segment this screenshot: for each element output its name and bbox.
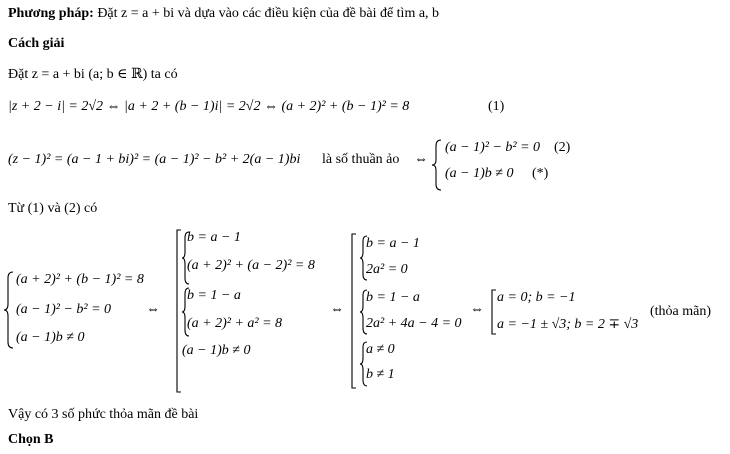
curly-brace-system1: [4, 272, 13, 348]
solution-label: Cách giải: [8, 36, 65, 51]
system4-row1: a = 0; b = −1: [497, 290, 576, 305]
system3-row4: 2a² + 4a − 4 = 0: [366, 316, 462, 331]
system3-row3: b = 1 − a: [366, 290, 420, 305]
method-text: Đặt z = a + bi và dựa vào các điều kiện của đề bài để tìm a, b: [97, 6, 440, 21]
condition-2: (a − 1)² − b² = 0: [445, 140, 541, 155]
system2-row5: (a − 1)b ≠ 0: [182, 343, 251, 358]
equivalence-arrow: ⇔: [146, 302, 160, 317]
square-bracket-system2: [177, 230, 181, 392]
pure-imaginary-text: là số thuần ảo: [322, 152, 400, 167]
line-set-z: Đặt z = a + bi (a; b ∈ ℝ) ta có: [8, 67, 178, 82]
conclusion-text: Vậy có 3 số phức thỏa mãn đề bài: [8, 407, 199, 422]
system3-row1: b = a − 1: [366, 236, 420, 251]
method-line: [8, 6, 439, 22]
system3-row6: b ≠ 1: [366, 367, 395, 382]
equivalence-arrow: ⇔: [470, 302, 484, 317]
system3-row5: a ≠ 0: [366, 342, 395, 357]
method-label: Phương pháp:: [8, 6, 94, 21]
system1-row1: (a + 2)² + (b − 1)² = 8: [16, 272, 144, 287]
system2-row4: (a + 2)² + a² = 8: [187, 316, 283, 331]
system2-row3: b = 1 − a: [187, 288, 241, 303]
system2-row1: b = a − 1: [187, 230, 241, 245]
square-bracket-system4: [492, 290, 496, 334]
satisfied-note: (thỏa mãn): [650, 304, 712, 319]
equation-tag-1: (1): [488, 99, 505, 114]
line-modulus-equation: |z + 2 − i| = 2√2 ⇔ |a + 2 + (b − 1)i| = 2√2 ⇔ (a + 2)² + (b − 1)² = 8: [8, 99, 410, 114]
square-bracket-system3: [352, 234, 356, 388]
system1-row2: (a − 1)² − b² = 0: [16, 302, 112, 317]
condition-star: (a − 1)b ≠ 0: [445, 166, 514, 181]
equation-tag-star: (*): [532, 166, 549, 181]
system4-row2: a = −1 ± √3; b = 2 ∓ √3: [497, 317, 639, 332]
system1-row3: (a − 1)b ≠ 0: [16, 330, 85, 345]
curly-brace-conditions: [432, 140, 441, 190]
system3-row2: 2a² = 0: [366, 262, 408, 277]
equation-tag-2: (2): [554, 140, 571, 155]
equivalence-arrow: ⇔: [330, 302, 344, 317]
line-square-expansion: (z − 1)² = (a − 1 + bi)² = (a − 1)² − b² + 2(a − 1)bi: [8, 152, 301, 167]
system2-row2: (a + 2)² + (a − 2)² = 8: [187, 258, 315, 273]
answer-label: Chọn B: [8, 432, 54, 447]
line-from-1-2: Từ (1) và (2) có: [8, 201, 98, 216]
equivalence-arrow: ⇔: [414, 152, 428, 167]
